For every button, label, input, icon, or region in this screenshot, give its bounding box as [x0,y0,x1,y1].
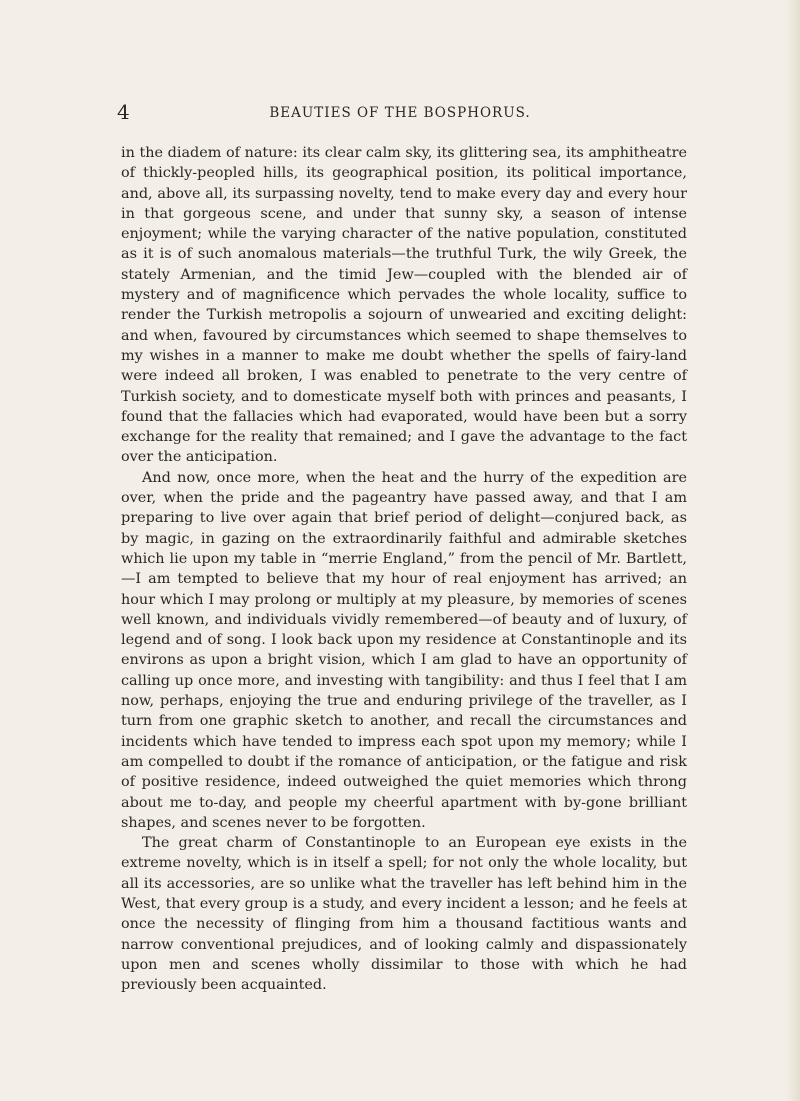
paragraph: in the diadem of nature: its clear calm sky, its glittering sea, its amphitheatre of thickly-peopled hills, its geographical position, its political importance, and, above all, its surpassing novelty, tend to make every day and every hour in that gorgeous scene, and under that sunny sky, a season of intense enjoyment; while the varying character of the native population, constituted as it is of such anomalous materials—the truthful Turk, the wily Greek, the stately Armenian, and the timid Jew—coupled with the blended air of mystery and of magnificence which pervades the whole locality, suffice to render the Turkish metropolis a sojourn of unwearied and exciting delight: and when, favoured by circumstances which seemed to shape themselves to my wishes in a manner to make me doubt whether the spells of fairy-land were indeed all broken, I was enabled to penetrate to the very centre of Turkish society, and to domesticate myself both with princes and peasants, I found that the fallacies which had evaporated, would have been but a sorry exchange for the reality that remained; and I gave the advantage to the fact over the anticipation. [121,145,687,466]
page-edge-shadow [786,0,800,1101]
page-number: 4 [117,100,130,124]
paragraph: The great charm of Constantinople to an European eye exists in the extreme novelty, which is in itself a spell; for not only the whole locality, but all its accessories, are so unlike what the traveller has left behind him in the West, that every group is a study, and every incident a lesson; and he feels at once the necessity of flinging from him a thousand factitious wants and narrow conventional prejudices, and of looking calmly and dispassionately upon men and scenes wholly dissimilar to those with which he had previously been acquainted. [121,835,687,994]
page-header [0,100,800,124]
body-text [121,143,687,995]
paragraph: And now, once more, when the heat and the hurry of the expedition are over, when the pride and the pageantry have passed away, and that I am preparing to live over again that brief period of delight—conjured back, as by magic, in gazing on the extraordinarily faithful and admirable sketches which lie upon my table in “merrie England,” from the pencil of Mr. Bartlett,—I am tempted to believe that my hour of real enjoyment has arrived; an hour which I may prolong or multiply at my pleasure, by memories of scenes well known, and individuals vividly remembered—of beauty and of luxury, of legend and of song. I look back upon my residence at Constantinople and its environs as upon a bright vision, which I am glad to have an opportunity of calling up once more, and investing with tangibility: and thus I feel that I am now, perhaps, enjoying the true and enduring privilege of the traveller, as I turn from one graphic sketch to another, and recall the circumstances and incidents which have tended to impress each spot upon my memory; while I am compelled to doubt if the romance of anticipation, or the fatigue and risk of positive residence, indeed outweighed the quiet memories which throng about me to-day, and people my cheerful apartment with by-gone brilliant shapes, and scenes never to be forgotten. [121,469,687,831]
running-head: BEAUTIES OF THE BOSPHORUS. [269,105,531,121]
